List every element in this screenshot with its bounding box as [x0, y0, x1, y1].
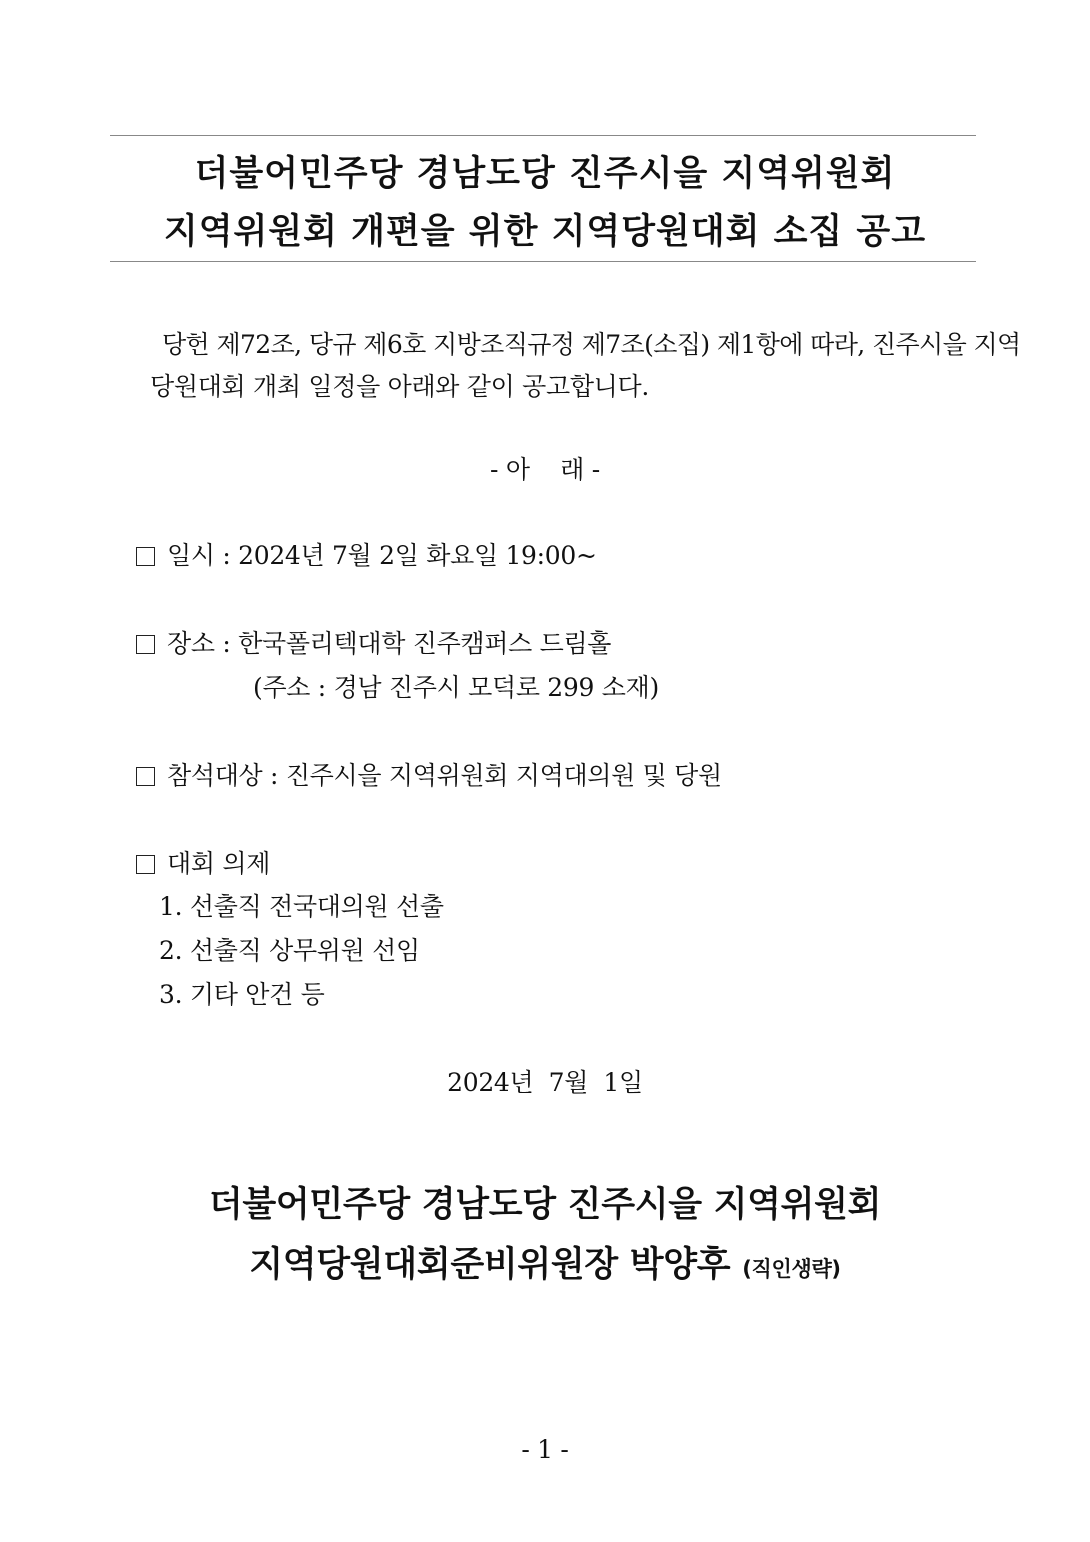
- agenda-item-1: 1. 선출직 전국대의원 선출: [159, 892, 444, 921]
- item-attendees: [136, 761, 722, 791]
- page-number: - 1 -: [521, 1435, 569, 1464]
- notice-date: 2024년 7월 1일: [447, 1068, 643, 1097]
- item-agenda: [136, 849, 270, 879]
- top-rule: [110, 135, 976, 136]
- item-datetime: [136, 541, 597, 571]
- signature-name: 지역당원대회준비위원장 박양후: [249, 1245, 731, 1285]
- bottom-rule: [110, 261, 976, 262]
- agenda-text: 대회 의제: [167, 849, 271, 878]
- checkbox-square-icon: [136, 855, 155, 874]
- agenda-item-3: 3. 기타 안건 등: [159, 980, 325, 1009]
- place-address: (주소 : 경남 진주시 모덕로 299 소재): [253, 673, 659, 702]
- checkbox-square-icon: [136, 547, 155, 566]
- intro-line1: 당헌 제72조, 당규 제6호 지방조직규정 제7조(소집) 제1항에 따라, 진주시을 지역: [162, 330, 1021, 359]
- agenda-item-2: 2. 선출직 상무위원 선임: [159, 936, 420, 965]
- item-place: [136, 629, 611, 659]
- datetime-text: 일시 : 2024년 7월 2일 화요일 19:00~: [167, 541, 597, 570]
- checkbox-square-icon: [136, 767, 155, 786]
- document-title-line1: 더불어민주당 경남도당 진주시을 지역위원회: [194, 154, 896, 194]
- checkbox-square-icon: [136, 635, 155, 654]
- intro-line2: 당원대회 개최 일정을 아래와 같이 공고합니다.: [150, 372, 650, 401]
- section-separator: - 아 래 -: [490, 455, 600, 484]
- seal-note: (직인생략): [742, 1257, 841, 1281]
- signature-line2: [0, 1245, 1090, 1289]
- place-text: 장소 : 한국폴리텍대학 진주캠퍼스 드림홀: [167, 629, 612, 658]
- document-title-line2: 지역위원회 개편을 위한 지역당원대회 소집 공고: [163, 212, 927, 252]
- attendees-text: 참석대상 : 진주시을 지역위원회 지역대의원 및 당원: [167, 761, 722, 790]
- signature-line1: 더불어민주당 경남도당 진주시을 지역위원회: [208, 1185, 882, 1225]
